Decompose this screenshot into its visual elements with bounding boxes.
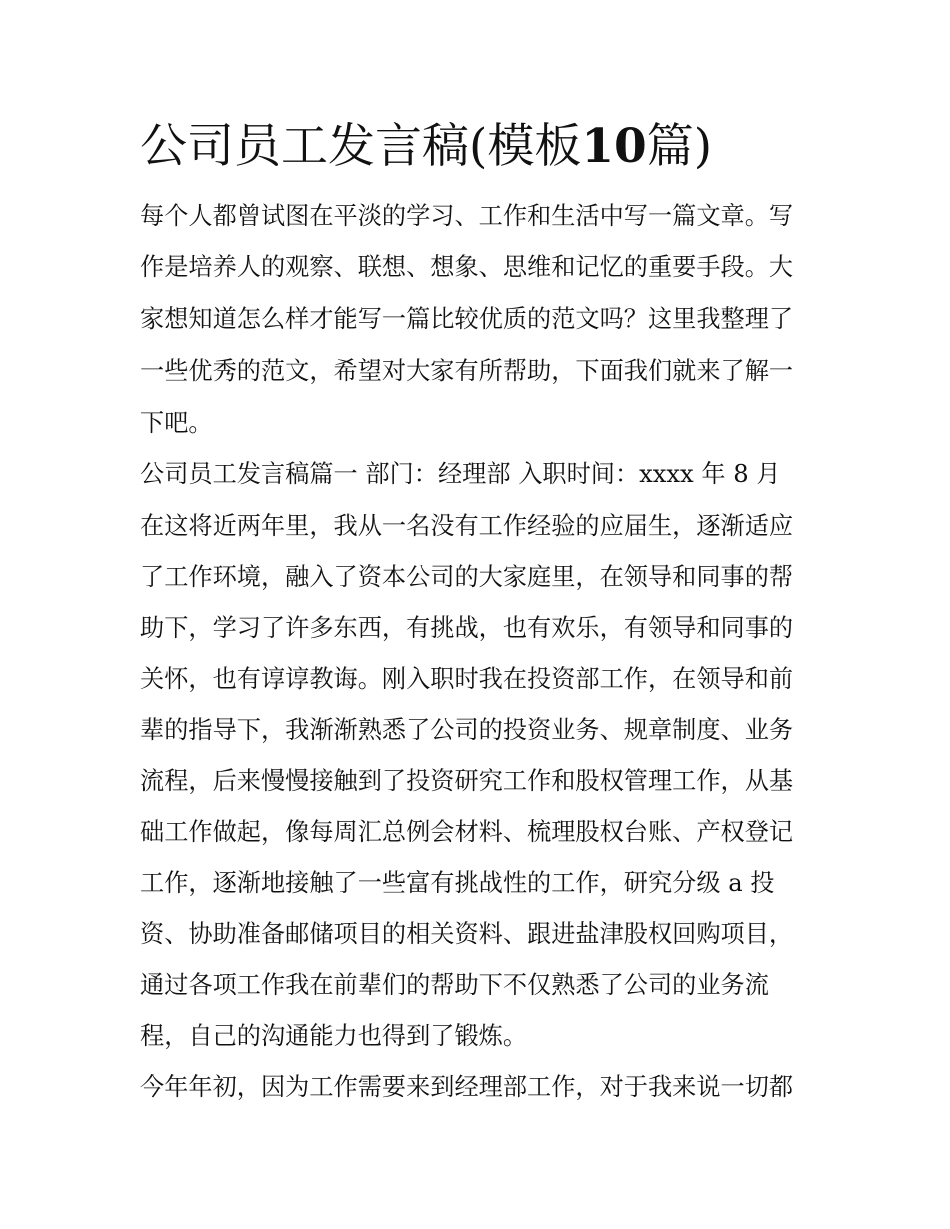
document-title bbox=[140, 118, 820, 176]
title-suffix: 篇) bbox=[646, 119, 713, 174]
text-line-7: 在这将近两年里，我从一名没有工作经验的应届生，逐渐适应 bbox=[140, 512, 794, 540]
text-line-5: 下吧。 bbox=[140, 409, 213, 437]
text-line-10: 关怀，也有谆谆教诲。刚入职时我在投资部工作，在领导和前 bbox=[140, 665, 794, 693]
text-line-4: 一些优秀的范文，希望对大家有所帮助，下面我们就来了解一 bbox=[140, 357, 794, 385]
text-line-8: 了工作环境，融入了资本公司的大家庭里，在领导和同事的帮 bbox=[140, 563, 794, 591]
text-line-9: 助下，学习了许多东西，有挑战，也有欢乐，有领导和同事的 bbox=[140, 614, 794, 642]
text-line-3: 家想知道怎么样才能写一篇比较优质的范文吗？这里我整理了 bbox=[140, 305, 794, 333]
title-prefix: 公司员工发言稿(模板 bbox=[140, 119, 582, 174]
text-line-16: 通过各项工作我在前辈们的帮助下不仅熟悉了公司的业务流 bbox=[140, 971, 769, 999]
text-line-15: 资、协助准备邮储项目的相关资料、跟进盐津股权回购项目， bbox=[140, 920, 794, 948]
text-line-18: 今年年初，因为工作需要来到经理部工作，对于我来说一切都 bbox=[140, 1073, 794, 1101]
text-line-13: 础工作做起，像每周汇总例会材料、梳理股权台账、产权登记 bbox=[140, 818, 794, 846]
text-line-17: 程，自己的沟通能力也得到了锻炼。 bbox=[140, 1022, 528, 1050]
text-line-12: 流程，后来慢慢接触到了投资研究工作和股权管理工作，从基 bbox=[140, 767, 794, 795]
text-line-6: 公司员工发言稿篇一 部门：经理部 入职时间：xxxx 年 8 月 bbox=[140, 460, 781, 488]
text-line-14: 工作，逐渐地接触了一些富有挑战性的工作，研究分级 a 投 bbox=[140, 869, 775, 897]
text-line-1: 每个人都曾试图在平淡的学习、工作和生活中写一篇文章。写 bbox=[140, 202, 794, 230]
title-number: 10 bbox=[581, 119, 647, 174]
text-line-11: 辈的指导下，我渐渐熟悉了公司的投资业务、规章制度、业务 bbox=[140, 716, 794, 744]
text-line-2: 作是培养人的观察、联想、想象、思维和记忆的重要手段。大 bbox=[140, 253, 794, 281]
